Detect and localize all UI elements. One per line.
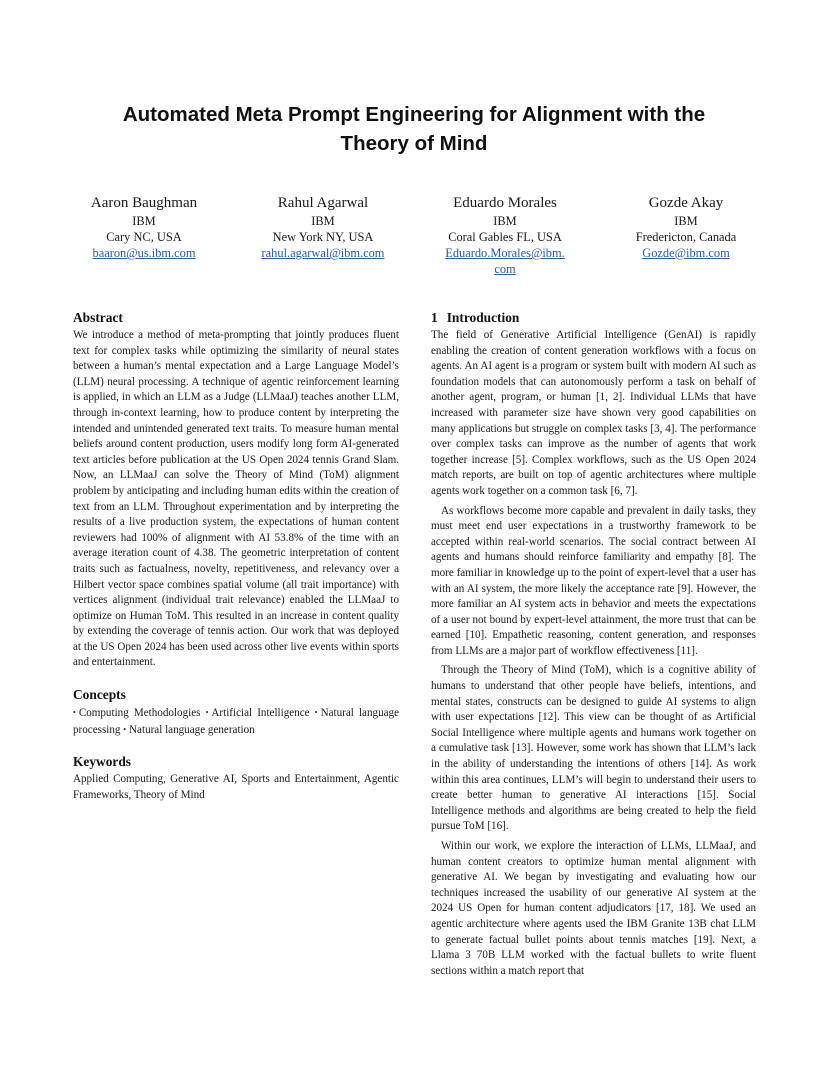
author-location: Fredericton, Canada: [635, 230, 737, 244]
abstract-heading: Abstract: [73, 310, 123, 325]
intro-paragraph-2: As workflows become more capable and prevalent in daily tasks, they must meet end user expectations in a trustworthy framework to be accepted within real-world scenarios. The social contract between AI agents and humans should reinforce familiarity and empathy [8]. The more familiar in knowledge up to the point of expert-level that a user has with an AI system, the more likely the acceptance rate [9]. However, the more familiar an AI system acts in behavior and meets the expectations of a user not bound by expert-level attainment, the more trust that can be earned [10]. Empathetic reasoning, content generation, and responses from LLMs are a major part of workflow effectiveness [11].: [431, 504, 756, 657]
paper-title: [60, 100, 768, 158]
concepts-heading: Concepts: [73, 687, 126, 703]
author-email-link-continued[interactable]: com: [494, 262, 516, 276]
author-1: [62, 194, 226, 261]
author-4: [606, 194, 766, 261]
author-3: [425, 194, 585, 277]
concept-item: Natural language processing: [73, 707, 400, 736]
concepts-list: • Computing Methodologies • Artificial Intelligence • Natural language processing • Natural language generation: [73, 707, 400, 736]
author-affiliation: IBM: [132, 214, 156, 228]
author-email-link[interactable]: baaron@us.ibm.com: [92, 246, 196, 260]
author-name: Eduardo Morales: [453, 195, 557, 211]
section-title: Introduction: [446, 310, 520, 325]
abstract-text: We introduce a method of meta-prompting that jointly produces fluent text for complex tasks while optimizing the similarity of neural states between a human’s mental expectation and a Large Language Model’s (LLM) neural processing. A technique of agentic reinforcement learning is applied, in which an LLM as a Judge (LLMaaJ) teaches another LLM, through in-context learning, how to produce content by interpreting the intended and unintended generated text traits. To measure human mental beliefs around content production, users modify long form AI-generated text articles before publication at the US Open 2024 tennis Grand Slam. Now, an LLMaaJ can solve the Theory of Mind (ToM) alignment problem by anticipating and including human edits within the creation of text from an LLM. Throughout experimentation and by interpreting the results of a live production system, the expectations of human content reviewers had 100% of alignment with AI 53.8% of the time with an average iteration count of 4.38. The geometric interpretation of content traits such as factualness, novelty, repetitiveness, and relevancy over a Hilbert vector space combines spatial volume (all trait importance) with vertices alignment (individual trait relevance) enabled the LLMaaJ to optimize on Human ToM. This resulted in an increase in content quality by extending the coverage of tennis action. Our work that was deployed at the US Open 2024 has been used across other live events within sports and entertainment.: [73, 329, 399, 669]
author-location: Cary NC, USA: [106, 230, 182, 244]
author-2: [243, 194, 403, 261]
author-email-link[interactable]: rahul.agarwal@ibm.com: [261, 246, 385, 260]
concept-item: Artificial Intelligence: [211, 707, 310, 720]
section-number: 1: [431, 310, 438, 325]
paper-title-line-1: Automated Meta Prompt Engineering for Alignment with the: [122, 103, 706, 126]
paper-title-line-2: Theory of Mind: [340, 132, 488, 155]
concept-item: Computing Methodologies: [78, 707, 201, 720]
author-block: [0, 194, 828, 284]
author-location: Coral Gables FL, USA: [448, 230, 562, 244]
intro-paragraph-3: Through the Theory of Mind (ToM), which is a cognitive ability of humans to understand that other people have beliefs, intentions, and mental states, constructs can be designed to guide AI systems to align with user expectations [12]. This view can be thought of as Artificial Social Intelligence where multiple agents and humans work together on a cumulative task [13]. However, some work has shown that LLM’s lack in the ability of understanding the intentions of others [14]. As work within this area continues, LLM’s will begin to understand their users to create better human to generative AI interactions [15]. Social Intelligence methods and algorithms are being created to help the field pursue ToM [16].: [431, 664, 756, 833]
author-email-link[interactable]: Gozde@ibm.com: [642, 246, 730, 260]
author-name: Rahul Agarwal: [277, 195, 369, 211]
author-name: Gozde Akay: [648, 195, 724, 211]
keywords-text: Applied Computing, Generative AI, Sports and Entertainment, Agentic Frameworks, Theory of Mind: [73, 773, 399, 801]
author-affiliation: IBM: [493, 214, 517, 228]
left-column: [73, 309, 399, 803]
intro-paragraph-1: The field of Generative Artificial Intelligence (GenAI) is rapidly enabling the creation of content generation workflows with a focus on agents. An AI agent is a program or system built with modern AI such as foundation models that can autonomously perform a task on behalf of another agent, program, or human [1, 2]. Individual LLMs that have increased with parameter size have shown very good capabilities on many applications but struggle on complex tasks [3, 4]. The performance over complex tasks can improve as the number of agents that work together increase [5]. Complex workflows, such as the US Open 2024 match reports, are built on top of agentic architectures where multiple agents work together on a common task [6, 7].: [431, 329, 756, 497]
keywords-heading: Keywords: [73, 754, 132, 770]
author-name: Aaron Baughman: [90, 195, 198, 211]
author-affiliation: IBM: [311, 214, 335, 228]
author-email-link[interactable]: Eduardo.Morales@ibm.: [445, 246, 565, 260]
right-column: [431, 309, 756, 979]
concept-item: Natural language generation: [129, 723, 255, 736]
intro-paragraph-4: Within our work, we explore the interaction of LLMs, LLMaaJ, and human content creators to optimize human mental alignment with generative AI. We began by investigating and evaluating how our techniques increased the usability of our generative AI system at the 2024 US Open for human content adjudicators [17, 18]. We used an agentic architecture where agents used the IBM Granite 13B chat LLM to generate factual bullet points about tennis matches [19]. Next, a Llama 3 70B LLM worked with the factual bullets to write fluent sections within a match report that: [431, 840, 756, 977]
author-affiliation: IBM: [674, 214, 698, 228]
author-location: New York NY, USA: [272, 230, 374, 244]
section-heading-introduction: [431, 309, 756, 327]
